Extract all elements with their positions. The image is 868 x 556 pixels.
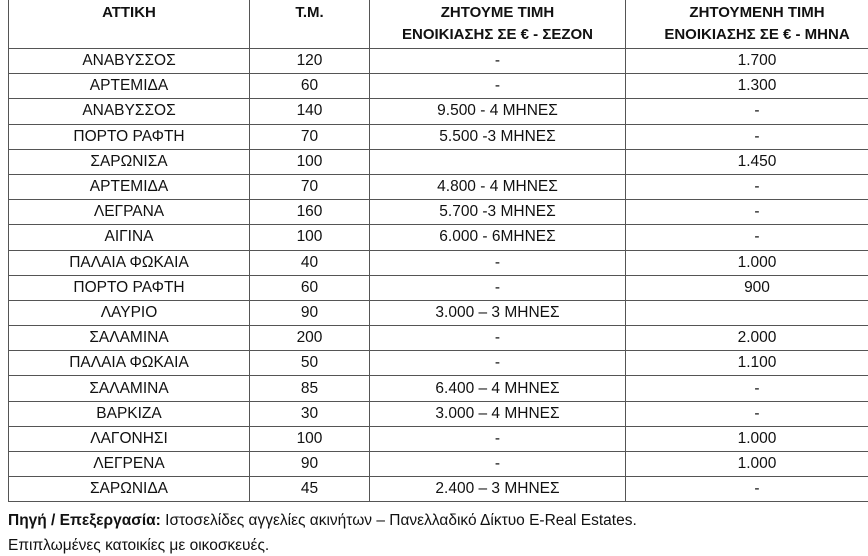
cell-area: ΛΑΓΟΝΗΣΙ <box>9 426 250 451</box>
cell-season-price: 6.000 - 6ΜΗΝΕΣ <box>370 225 626 250</box>
cell-area: ΑΝΑΒΥΣΣΟΣ <box>9 99 250 124</box>
cell-season-price: 9.500 - 4 ΜΗΝΕΣ <box>370 99 626 124</box>
cell-month-price: - <box>626 99 868 124</box>
cell-area: ΠΟΡΤΟ ΡΑΦΤΗ <box>9 124 250 149</box>
cell-sqm: 30 <box>250 401 370 426</box>
cell-sqm: 90 <box>250 452 370 477</box>
header-month-line1: ΖΗΤΟΥΜΕΝΗ ΤΙΜΗ <box>689 4 825 21</box>
table-row <box>9 149 868 174</box>
cell-month-price: - <box>626 225 868 250</box>
header-month-price <box>626 0 868 49</box>
cell-sqm: 100 <box>250 225 370 250</box>
cell-area: ΠΟΡΤΟ ΡΑΦΤΗ <box>9 275 250 300</box>
cell-area: ΛΑΥΡΙΟ <box>9 300 250 325</box>
cell-month-price <box>626 300 868 325</box>
cell-month-price: - <box>626 401 868 426</box>
header-area-line1: ΑΤΤΙΚΗ <box>102 4 156 21</box>
table-header-row <box>9 0 868 49</box>
furnished-note: Επιπλωμένες κατοικίες με οικοσκευές. <box>8 537 270 554</box>
cell-area: ΣΑΡΩΝΙΣΑ <box>9 149 250 174</box>
cell-area: ΛΕΓΡΕΝΑ <box>9 452 250 477</box>
cell-sqm: 70 <box>250 174 370 199</box>
cell-month-price: - <box>626 200 868 225</box>
cell-area: ΑΡΤΕΜΙΔΑ <box>9 174 250 199</box>
cell-sqm: 60 <box>250 275 370 300</box>
table-row <box>9 376 868 401</box>
cell-season-price: 3.000 – 3 ΜΗΝΕΣ <box>370 300 626 325</box>
source-text: Ιστοσελίδες αγγελίες ακινήτων – Πανελλαδικό Δίκτυο E-Real Estates. <box>160 512 637 529</box>
header-sqm <box>250 0 370 49</box>
cell-sqm: 60 <box>250 74 370 99</box>
table-row <box>9 426 868 451</box>
cell-month-price: - <box>626 124 868 149</box>
cell-sqm: 140 <box>250 99 370 124</box>
source-line <box>8 508 637 533</box>
cell-area: ΒΑΡΚΙΖΑ <box>9 401 250 426</box>
cell-sqm: 85 <box>250 376 370 401</box>
cell-month-price: 2.000 <box>626 326 868 351</box>
cell-area: ΑΝΑΒΥΣΣΟΣ <box>9 49 250 74</box>
cell-season-price: 6.400 – 4 ΜΗΝΕΣ <box>370 376 626 401</box>
table-row <box>9 74 868 99</box>
cell-month-price: - <box>626 376 868 401</box>
cell-month-price: 1.000 <box>626 452 868 477</box>
table-row <box>9 174 868 199</box>
cell-area: ΛΕΓΡΑΝΑ <box>9 200 250 225</box>
cell-season-price: - <box>370 426 626 451</box>
table-row <box>9 124 868 149</box>
header-area <box>9 0 250 49</box>
cell-season-price: - <box>370 250 626 275</box>
cell-sqm: 90 <box>250 300 370 325</box>
table-row <box>9 477 868 502</box>
cell-season-price: - <box>370 351 626 376</box>
cell-season-price: 5.700 -3 ΜΗΝΕΣ <box>370 200 626 225</box>
header-season-price <box>370 0 626 49</box>
cell-season-price: 4.800 - 4 ΜΗΝΕΣ <box>370 174 626 199</box>
cell-sqm: 160 <box>250 200 370 225</box>
cell-season-price: 5.500 -3 ΜΗΝΕΣ <box>370 124 626 149</box>
cell-area: ΠΑΛΑΙΑ ΦΩΚΑΙΑ <box>9 250 250 275</box>
cell-season-price: - <box>370 49 626 74</box>
cell-season-price: 2.400 – 3 ΜΗΝΕΣ <box>370 477 626 502</box>
table-row <box>9 275 868 300</box>
cell-area: ΣΑΡΩΝΙΔΑ <box>9 477 250 502</box>
cell-sqm: 45 <box>250 477 370 502</box>
cell-month-price: 1.100 <box>626 351 868 376</box>
header-sqm-line1: Τ.Μ. <box>295 4 324 21</box>
cell-season-price: - <box>370 452 626 477</box>
table-row <box>9 351 868 376</box>
table-row <box>9 326 868 351</box>
cell-area: ΠΑΛΑΙΑ ΦΩΚΑΙΑ <box>9 351 250 376</box>
table-row <box>9 49 868 74</box>
table-row <box>9 200 868 225</box>
source-label: Πηγή / Επεξεργασία: <box>8 512 161 529</box>
cell-month-price: - <box>626 174 868 199</box>
cell-sqm: 120 <box>250 49 370 74</box>
table-row <box>9 452 868 477</box>
table-row <box>9 225 868 250</box>
cell-month-price: 1.450 <box>626 149 868 174</box>
cell-month-price: 900 <box>626 275 868 300</box>
table-row <box>9 250 868 275</box>
rental-prices-table <box>8 0 868 502</box>
table-body <box>9 49 868 502</box>
cell-area: ΣΑΛΑΜΙΝΑ <box>9 326 250 351</box>
table-row <box>9 99 868 124</box>
table-row <box>9 300 868 325</box>
cell-sqm: 200 <box>250 326 370 351</box>
cell-month-price: - <box>626 477 868 502</box>
cell-area: ΣΑΛΑΜΙΝΑ <box>9 376 250 401</box>
table-footer <box>8 508 637 556</box>
cell-sqm: 70 <box>250 124 370 149</box>
cell-season-price <box>370 149 626 174</box>
header-season-line1: ΖΗΤΟΥΜΕ ΤΙΜΗ <box>440 4 555 21</box>
cell-season-price: 3.000 – 4 ΜΗΝΕΣ <box>370 401 626 426</box>
cell-month-price: 1.300 <box>626 74 868 99</box>
cell-sqm: 40 <box>250 250 370 275</box>
table-row <box>9 401 868 426</box>
cell-month-price: 1.000 <box>626 426 868 451</box>
cell-month-price: 1.700 <box>626 49 868 74</box>
header-month-line2: ΕΝΟΙΚΙΑΣΗΣ ΣΕ € - ΜΗΝΑ <box>664 26 850 43</box>
header-season-line2: ΕΝΟΙΚΙΑΣΗΣ ΣΕ € - ΣΕΖΟΝ <box>401 26 594 43</box>
cell-month-price: 1.000 <box>626 250 868 275</box>
cell-sqm: 100 <box>250 149 370 174</box>
cell-area: ΑΙΓΙΝΑ <box>9 225 250 250</box>
cell-season-price: - <box>370 275 626 300</box>
cell-season-price: - <box>370 74 626 99</box>
cell-season-price: - <box>370 326 626 351</box>
cell-sqm: 100 <box>250 426 370 451</box>
cell-area: ΑΡΤΕΜΙΔΑ <box>9 74 250 99</box>
cell-sqm: 50 <box>250 351 370 376</box>
